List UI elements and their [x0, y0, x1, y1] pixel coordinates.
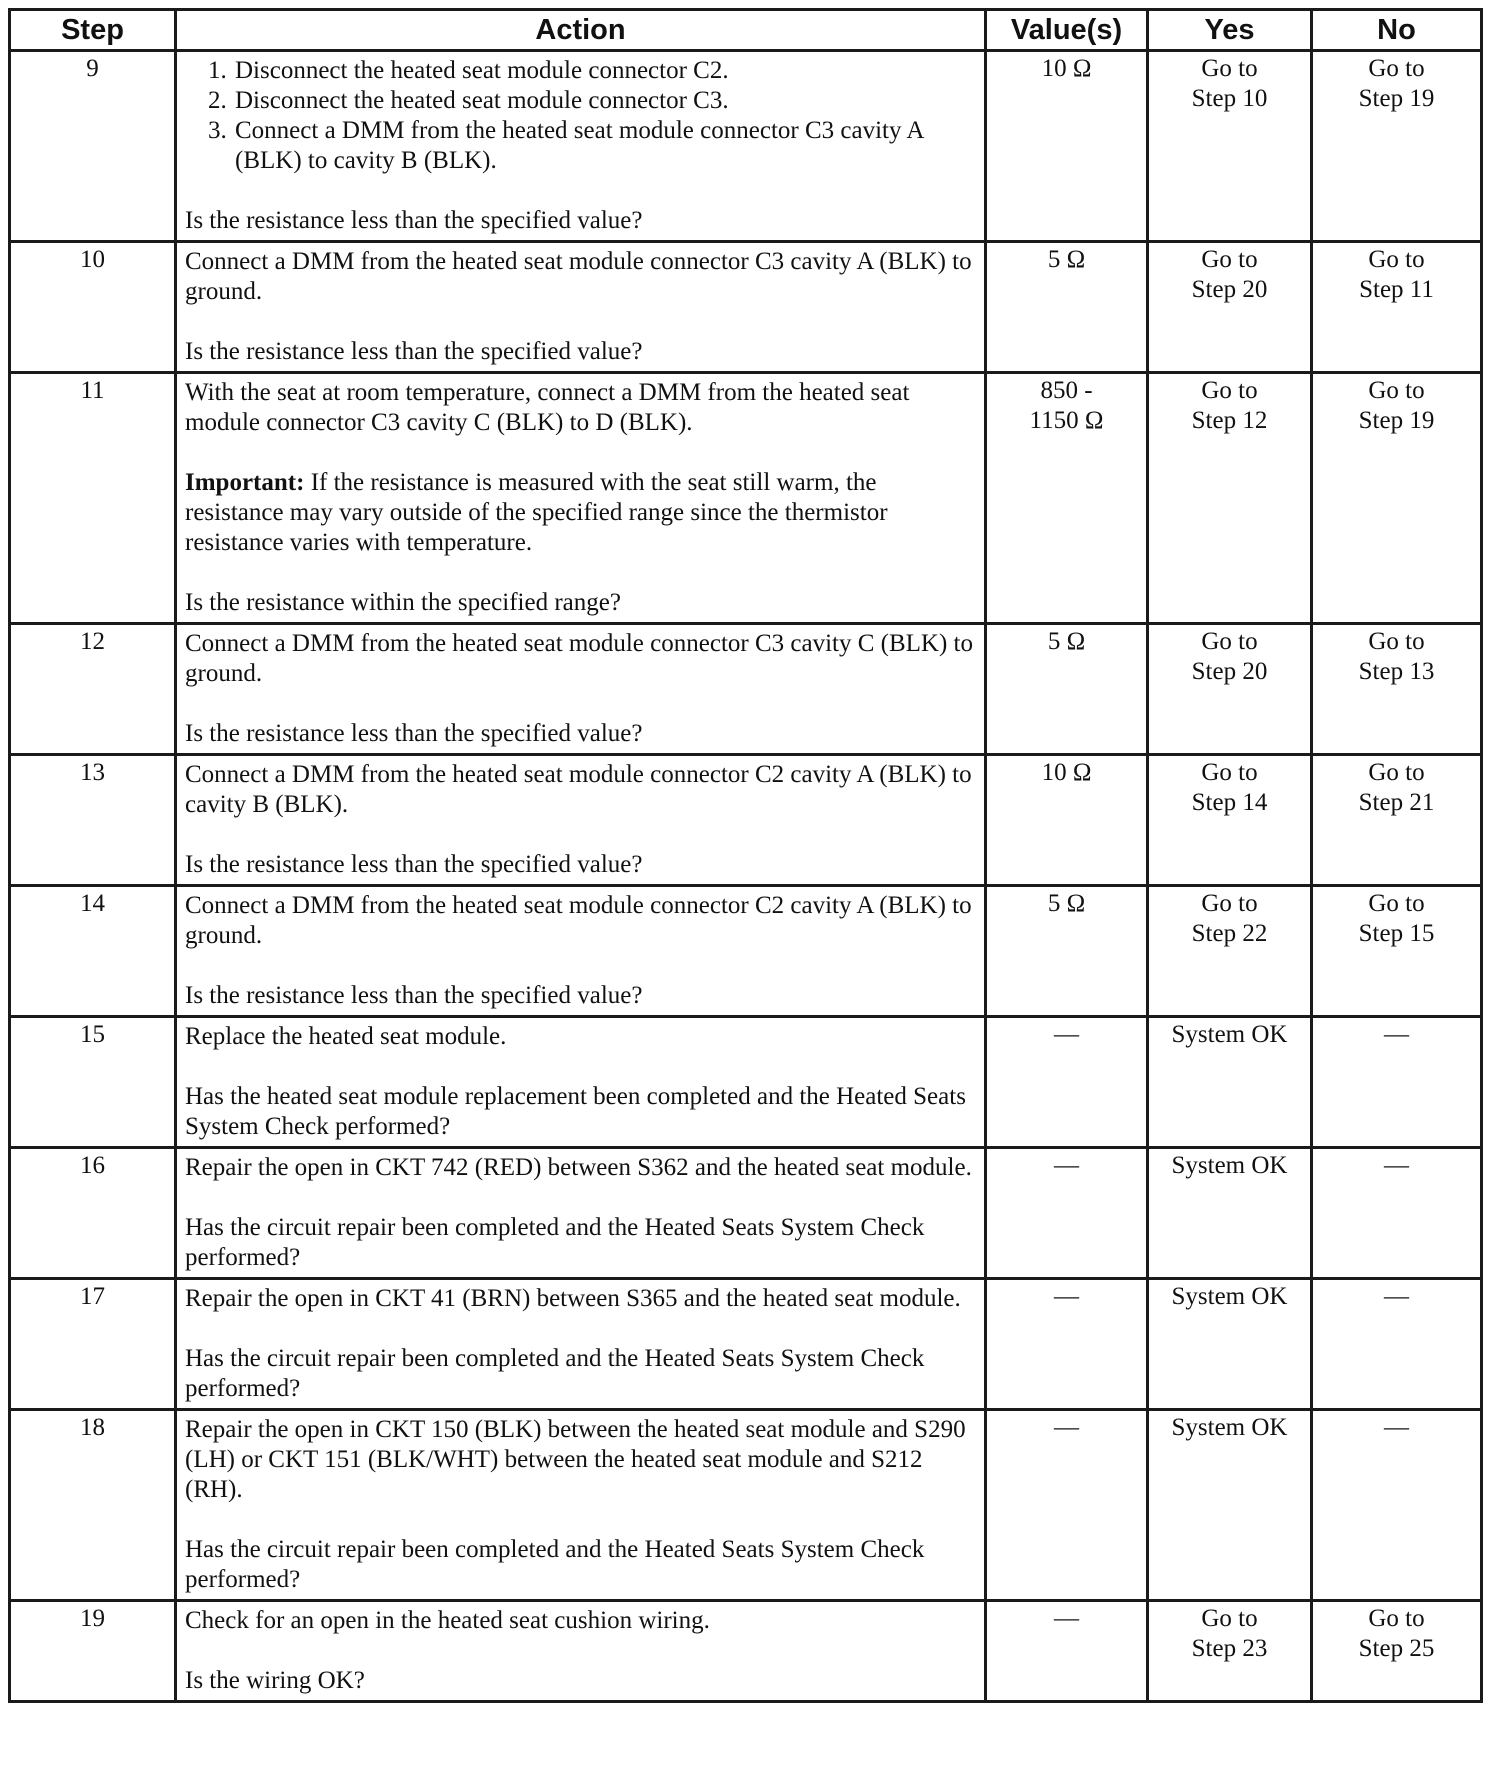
header-step: Step — [10, 10, 176, 51]
step-number: 16 — [10, 1148, 176, 1279]
no-cell — [1312, 1410, 1482, 1601]
value-cell — [986, 373, 1148, 624]
yes-result: Go to — [1201, 628, 1258, 655]
spacer — [185, 820, 974, 850]
yes-result: Step 20 — [1191, 658, 1268, 685]
spacer — [185, 1505, 974, 1535]
value-text: — — [1054, 1605, 1079, 1632]
table-row — [10, 1410, 1482, 1601]
yes-cell — [1148, 373, 1312, 624]
no-cell — [1312, 1279, 1482, 1410]
yes-cell — [1148, 1017, 1312, 1148]
yes-result: Go to — [1201, 377, 1258, 404]
important-label: Important: — [185, 469, 305, 496]
action-text: Connect a DMM from the heated seat module connector C3 cavity A (BLK) to ground. — [185, 248, 972, 305]
header-values: Value(s) — [986, 10, 1148, 51]
yes-cell — [1148, 1148, 1312, 1279]
action-question: Has the circuit repair been completed and the Heated Seats System Check performed? — [185, 1536, 925, 1593]
step-number: 10 — [10, 242, 176, 373]
value-text: — — [1054, 1414, 1079, 1441]
value-text: 850 - — [1040, 377, 1093, 404]
action-cell — [176, 886, 986, 1017]
no-result: Step 11 — [1359, 276, 1434, 303]
action-cell — [176, 1601, 986, 1702]
no-result: Go to — [1368, 890, 1425, 917]
action-question: Is the resistance less than the specified value? — [185, 982, 643, 1009]
spacer — [185, 307, 974, 337]
action-text: Repair the open in CKT 150 (BLK) between the heated seat module and S290 (LH) or CKT 151 (BLK/WHT) between the heated seat module and S212 (RH). — [185, 1416, 966, 1503]
action-question: Is the wiring OK? — [185, 1667, 365, 1694]
step-number: 9 — [10, 51, 176, 242]
action-cell — [176, 373, 986, 624]
action-cell — [176, 1017, 986, 1148]
value-text: 10 Ω — [1041, 759, 1092, 786]
value-cell — [986, 624, 1148, 755]
action-text: Check for an open in the heated seat cushion wiring. — [185, 1607, 710, 1634]
action-cell — [176, 1148, 986, 1279]
no-result: — — [1384, 1152, 1409, 1179]
action-text: Replace the heated seat module. — [185, 1023, 507, 1050]
action-steps-list — [185, 56, 974, 176]
yes-cell — [1148, 242, 1312, 373]
action-question: Has the heated seat module replacement been completed and the Heated Seats System Check performed? — [185, 1083, 966, 1140]
value-text: 5 Ω — [1047, 890, 1086, 917]
yes-cell — [1148, 624, 1312, 755]
step-number: 12 — [10, 624, 176, 755]
action-step-item: 1. Disconnect the heated seat module connector C2. — [233, 56, 974, 86]
action-question: Has the circuit repair been completed and the Heated Seats System Check performed? — [185, 1214, 925, 1271]
step-number: 19 — [10, 1601, 176, 1702]
no-result: — — [1384, 1414, 1409, 1441]
no-result: — — [1384, 1283, 1409, 1310]
action-cell — [176, 242, 986, 373]
yes-result: Step 10 — [1191, 85, 1268, 112]
yes-cell — [1148, 886, 1312, 1017]
action-question: Is the resistance less than the specified value? — [185, 720, 643, 747]
action-question: Is the resistance less than the specified value? — [185, 851, 643, 878]
yes-result: Step 20 — [1191, 276, 1268, 303]
action-cell — [176, 624, 986, 755]
spacer — [185, 558, 974, 588]
yes-cell — [1148, 1601, 1312, 1702]
action-cell — [176, 1279, 986, 1410]
yes-result: System OK — [1171, 1152, 1288, 1179]
spacer — [185, 951, 974, 981]
yes-cell — [1148, 1279, 1312, 1410]
spacer — [185, 1052, 974, 1082]
table-row — [10, 1148, 1482, 1279]
value-cell — [986, 886, 1148, 1017]
no-cell — [1312, 1601, 1482, 1702]
value-text: — — [1054, 1021, 1079, 1048]
table-row — [10, 1017, 1482, 1148]
value-text: — — [1054, 1283, 1079, 1310]
no-result: Step 13 — [1358, 658, 1435, 685]
yes-result: Step 12 — [1191, 407, 1268, 434]
table-body — [10, 51, 1482, 1702]
no-result: Go to — [1368, 759, 1425, 786]
yes-result: Go to — [1201, 55, 1258, 82]
value-cell — [986, 1410, 1148, 1601]
table-row — [10, 624, 1482, 755]
value-text: 10 Ω — [1041, 55, 1092, 82]
yes-result: Step 23 — [1191, 1635, 1268, 1662]
no-cell — [1312, 51, 1482, 242]
action-text: Connect a DMM from the heated seat module connector C3 cavity C (BLK) to ground. — [185, 630, 973, 687]
no-result: Go to — [1368, 55, 1425, 82]
action-question: Is the resistance less than the specified value? — [185, 338, 643, 365]
no-result: Go to — [1368, 246, 1425, 273]
table-row — [10, 373, 1482, 624]
action-text: Repair the open in CKT 742 (RED) between S362 and the heated seat module. — [185, 1154, 972, 1181]
no-result: Step 19 — [1358, 85, 1435, 112]
yes-result: Go to — [1201, 1605, 1258, 1632]
important-note — [185, 468, 974, 558]
table-row — [10, 51, 1482, 242]
yes-result: Step 14 — [1191, 789, 1268, 816]
value-cell — [986, 1148, 1148, 1279]
no-cell — [1312, 373, 1482, 624]
action-text: Connect a DMM from the heated seat module connector C2 cavity A (BLK) to ground. — [185, 892, 972, 949]
value-cell — [986, 1601, 1148, 1702]
yes-result: System OK — [1171, 1414, 1288, 1441]
spacer — [185, 1183, 974, 1213]
no-cell — [1312, 242, 1482, 373]
no-result: Step 25 — [1358, 1635, 1435, 1662]
value-cell — [986, 242, 1148, 373]
yes-cell — [1148, 1410, 1312, 1601]
yes-result: System OK — [1171, 1283, 1288, 1310]
table-row — [10, 1601, 1482, 1702]
action-question: Is the resistance within the specified range? — [185, 589, 621, 616]
spacer — [185, 1314, 974, 1344]
table-row — [10, 886, 1482, 1017]
yes-cell — [1148, 755, 1312, 886]
no-cell — [1312, 886, 1482, 1017]
yes-result: Go to — [1201, 890, 1258, 917]
value-text: 1150 Ω — [1029, 407, 1104, 434]
table-row — [10, 242, 1482, 373]
yes-result: Step 22 — [1191, 920, 1268, 947]
value-cell — [986, 1017, 1148, 1148]
yes-result: System OK — [1171, 1021, 1288, 1048]
value-cell — [986, 51, 1148, 242]
step-number: 11 — [10, 373, 176, 624]
no-cell — [1312, 624, 1482, 755]
table-row — [10, 1279, 1482, 1410]
yes-result: Go to — [1201, 246, 1258, 273]
no-result: Go to — [1368, 377, 1425, 404]
step-number: 17 — [10, 1279, 176, 1410]
yes-cell — [1148, 51, 1312, 242]
action-question: Is the resistance less than the specified value? — [185, 207, 643, 234]
value-cell — [986, 755, 1148, 886]
step-number: 14 — [10, 886, 176, 1017]
no-cell — [1312, 1148, 1482, 1279]
spacer — [185, 1636, 974, 1666]
step-number: 13 — [10, 755, 176, 886]
no-cell — [1312, 1017, 1482, 1148]
action-text: Repair the open in CKT 41 (BRN) between S365 and the heated seat module. — [185, 1285, 961, 1312]
value-cell — [986, 1279, 1148, 1410]
action-cell — [176, 1410, 986, 1601]
diagnostic-table — [8, 8, 1483, 1703]
no-result: Go to — [1368, 1605, 1425, 1632]
action-text: Connect a DMM from the heated seat module connector C2 cavity A (BLK) to cavity B (BLK). — [185, 761, 972, 818]
table-row — [10, 755, 1482, 886]
header-no: No — [1312, 10, 1482, 51]
spacer — [185, 438, 974, 468]
step-number: 15 — [10, 1017, 176, 1148]
action-cell — [176, 755, 986, 886]
no-result: Step 21 — [1358, 789, 1435, 816]
action-step-item: 3. Connect a DMM from the heated seat module connector C3 cavity A (BLK) to cavity B (BLK). — [233, 116, 974, 176]
value-text: 5 Ω — [1047, 628, 1086, 655]
spacer — [185, 176, 974, 206]
header-action: Action — [176, 10, 986, 51]
table-header-row — [10, 10, 1482, 51]
action-step-item: 2. Disconnect the heated seat module connector C3. — [233, 86, 974, 116]
action-question: Has the circuit repair been completed and the Heated Seats System Check performed? — [185, 1345, 925, 1402]
action-text: With the seat at room temperature, connect a DMM from the heated seat module connector C3 cavity C (BLK) to D (BLK). — [185, 379, 910, 436]
value-text: — — [1054, 1152, 1079, 1179]
no-result: Step 15 — [1358, 920, 1435, 947]
header-yes: Yes — [1148, 10, 1312, 51]
spacer — [185, 689, 974, 719]
no-result: Go to — [1368, 628, 1425, 655]
step-number: 18 — [10, 1410, 176, 1601]
no-cell — [1312, 755, 1482, 886]
no-result: Step 19 — [1358, 407, 1435, 434]
action-cell — [176, 51, 986, 242]
value-text: 5 Ω — [1047, 246, 1086, 273]
important-text: If the resistance is measured with the seat still warm, the resistance may vary outside of the specified range since the thermistor resistance varies with temperature. — [185, 469, 888, 556]
yes-result: Go to — [1201, 759, 1258, 786]
no-result: — — [1384, 1021, 1409, 1048]
